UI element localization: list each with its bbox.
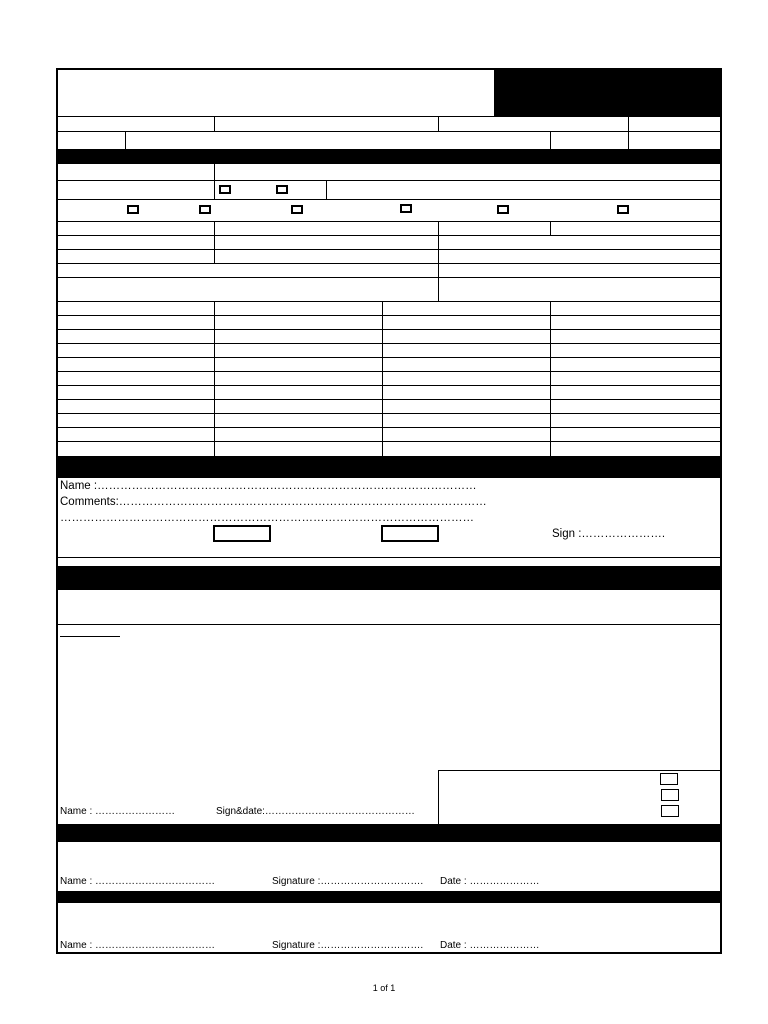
checkbox[interactable]: [400, 204, 412, 213]
divider: [58, 277, 720, 278]
approval-box: [438, 770, 722, 824]
section-three-signature: Signature :………………………….: [272, 876, 424, 887]
divider: [58, 131, 720, 132]
table-line: [58, 357, 720, 358]
table-line: [58, 427, 720, 428]
table-line: [58, 399, 720, 400]
divider: [214, 164, 215, 199]
checkbox[interactable]: [219, 185, 231, 194]
divider: [58, 301, 720, 302]
divider: [58, 235, 720, 236]
table-line: [58, 315, 720, 316]
section-four-date: Date : …………………: [440, 940, 540, 951]
section-four-signature: Signature :………………………….: [272, 940, 424, 951]
table-line: [58, 413, 720, 414]
form-page: [56, 68, 722, 954]
approval-checkbox[interactable]: [661, 805, 679, 817]
section-three-name: Name : ………………………………: [60, 876, 216, 887]
table-line: [214, 301, 215, 456]
divider: [550, 131, 551, 149]
option-button[interactable]: [213, 525, 271, 542]
section-two-name: Name : ……………………: [60, 806, 176, 817]
checkbox[interactable]: [497, 205, 509, 214]
divider: [58, 116, 720, 117]
checkbox[interactable]: [291, 205, 303, 214]
checkbox[interactable]: [276, 185, 288, 194]
header-title-box: [58, 70, 494, 116]
divider: [438, 116, 439, 131]
approval-checkbox[interactable]: [660, 773, 678, 785]
section-three-date: Date : …………………: [440, 876, 540, 887]
section-four-name: Name : ………………………………: [60, 940, 216, 951]
divider: [214, 116, 215, 131]
approval-checkbox[interactable]: [661, 789, 679, 801]
reviewer-comments-cont: ………………………………………………………………………………………………: [60, 512, 474, 524]
table-line: [58, 329, 720, 330]
option-button[interactable]: [381, 525, 439, 542]
section-header-bar: [58, 566, 720, 590]
heading-underline: [60, 636, 120, 637]
checkbox[interactable]: [127, 205, 139, 214]
reviewer-comments-line: Comments:……………………………………………………………………………………: [60, 496, 487, 508]
divider: [438, 221, 439, 301]
section-header-bar: [58, 891, 720, 903]
section-header-bar: [58, 149, 720, 164]
section-header-bar: [58, 824, 720, 842]
divider: [58, 249, 720, 250]
divider: [58, 263, 720, 264]
reviewer-sign-line: Sign :………………….: [552, 528, 666, 540]
checkbox[interactable]: [199, 205, 211, 214]
table-line: [58, 343, 720, 344]
table-line: [382, 301, 383, 456]
divider: [58, 221, 720, 222]
table-line: [58, 441, 720, 442]
table-line: [58, 371, 720, 372]
page-number: 1 of 1: [372, 983, 396, 993]
section-header-bar: [58, 456, 720, 478]
divider: [125, 131, 126, 149]
header-black-block: [494, 70, 722, 116]
divider: [214, 221, 215, 263]
divider: [58, 180, 720, 181]
table-line: [58, 385, 720, 386]
divider: [58, 199, 720, 200]
divider: [628, 116, 629, 131]
divider: [58, 557, 720, 558]
section-two-sign-date: Sign&date:………………………………………: [216, 806, 415, 817]
divider: [58, 624, 720, 625]
table-line: [550, 301, 551, 456]
checkbox[interactable]: [617, 205, 629, 214]
divider: [628, 131, 629, 149]
divider: [550, 221, 551, 235]
divider: [326, 180, 327, 199]
reviewer-name-line: Name :………………………………………………………………………………………: [60, 480, 477, 492]
